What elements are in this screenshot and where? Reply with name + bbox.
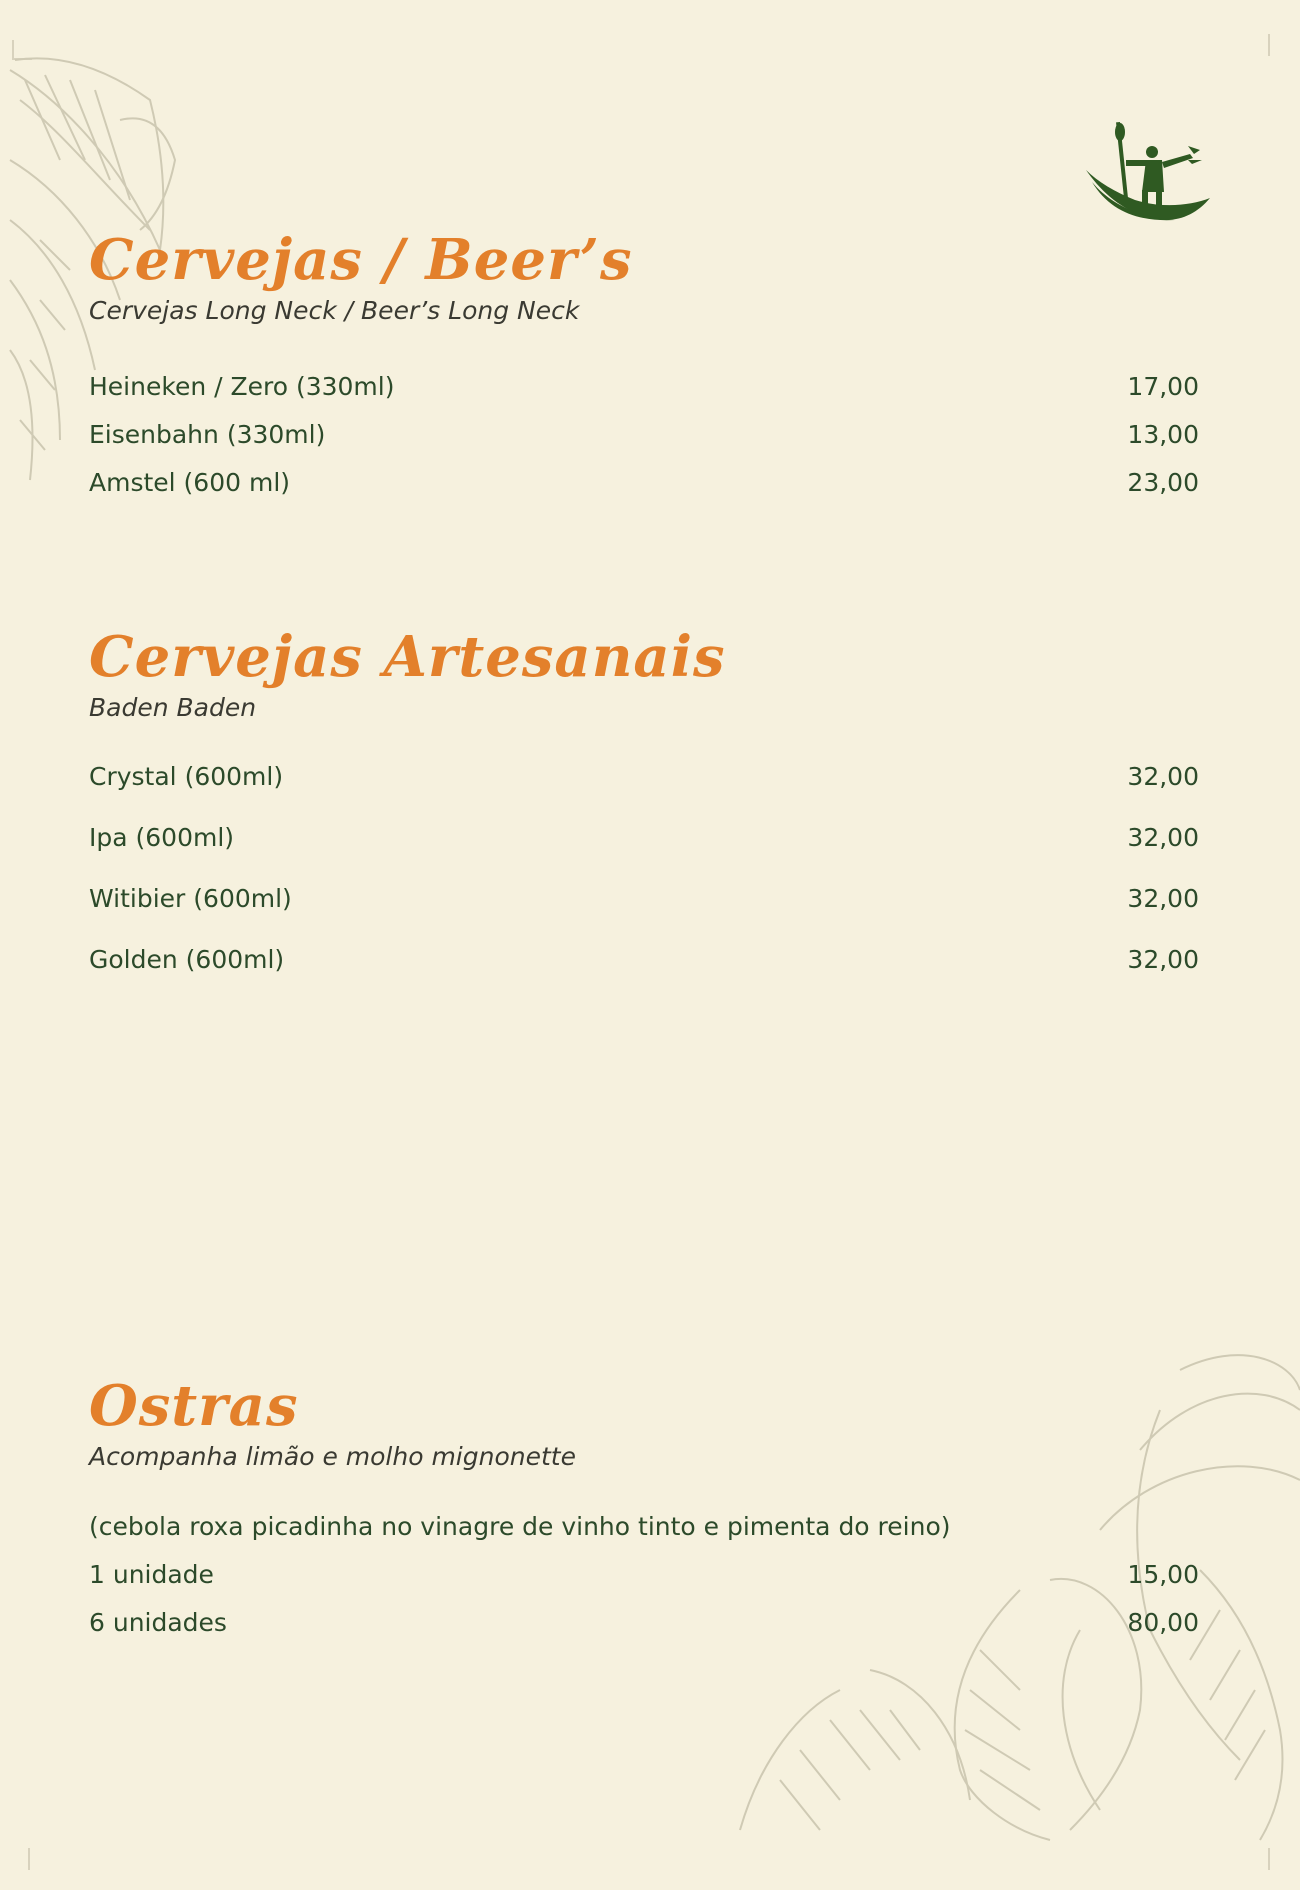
menu-item-name: Eisenbahn (330ml) — [89, 420, 326, 449]
section-subtitle: Acompanha limão e molho mignonette — [89, 1442, 576, 1471]
section-title: Cervejas Artesanais — [89, 624, 726, 690]
oysters-section — [89, 1373, 1199, 1637]
menu-item — [89, 372, 1199, 401]
canoe-paddler-logo-icon — [1080, 120, 1215, 235]
menu-item-name: Golden (600ml) — [89, 945, 285, 974]
section-subtitle: Cervejas Long Neck / Beer’s Long Neck — [89, 296, 580, 325]
menu-item — [89, 468, 1199, 497]
craft-beers-section — [89, 624, 1199, 974]
menu-item-price: 23,00 — [1127, 468, 1199, 497]
section-title: Cervejas / Beer’s — [89, 227, 633, 293]
menu-item-name: Amstel (600 ml) — [89, 468, 291, 497]
corner-mark-top-right — [1268, 34, 1288, 56]
menu-item-price: 32,00 — [1127, 884, 1199, 913]
menu-item — [89, 762, 1199, 791]
corner-mark-bottom-right — [1268, 1848, 1288, 1870]
section-subtitle: Baden Baden — [89, 693, 257, 722]
menu-item-price: 13,00 — [1127, 420, 1199, 449]
menu-item — [89, 945, 1199, 974]
section-note: (cebola roxa picadinha no vinagre de vinho tinto e pimenta do reino) — [89, 1512, 951, 1541]
menu-item — [89, 1608, 1199, 1637]
menu-item-price: 32,00 — [1127, 762, 1199, 791]
corner-mark-bottom-left — [28, 1848, 48, 1870]
menu-item-price: 32,00 — [1127, 945, 1199, 974]
menu-item — [89, 884, 1199, 913]
menu-item-name: Crystal (600ml) — [89, 762, 284, 791]
beers-section — [89, 227, 1199, 497]
menu-item-price: 32,00 — [1127, 823, 1199, 852]
menu-item-price: 17,00 — [1127, 372, 1199, 401]
menu-item-price: 80,00 — [1127, 1608, 1199, 1637]
menu-item-name: Heineken / Zero (330ml) — [89, 372, 395, 401]
section-title: Ostras — [89, 1373, 299, 1439]
menu-item-name: 1 unidade — [89, 1560, 214, 1589]
menu-item — [89, 1560, 1199, 1589]
menu-item — [89, 823, 1199, 852]
menu-item-name: Ipa (600ml) — [89, 823, 235, 852]
menu-item — [89, 420, 1199, 449]
menu-item-name: 6 unidades — [89, 1608, 227, 1637]
menu-item-name: Witibier (600ml) — [89, 884, 292, 913]
menu-item-price: 15,00 — [1127, 1560, 1199, 1589]
